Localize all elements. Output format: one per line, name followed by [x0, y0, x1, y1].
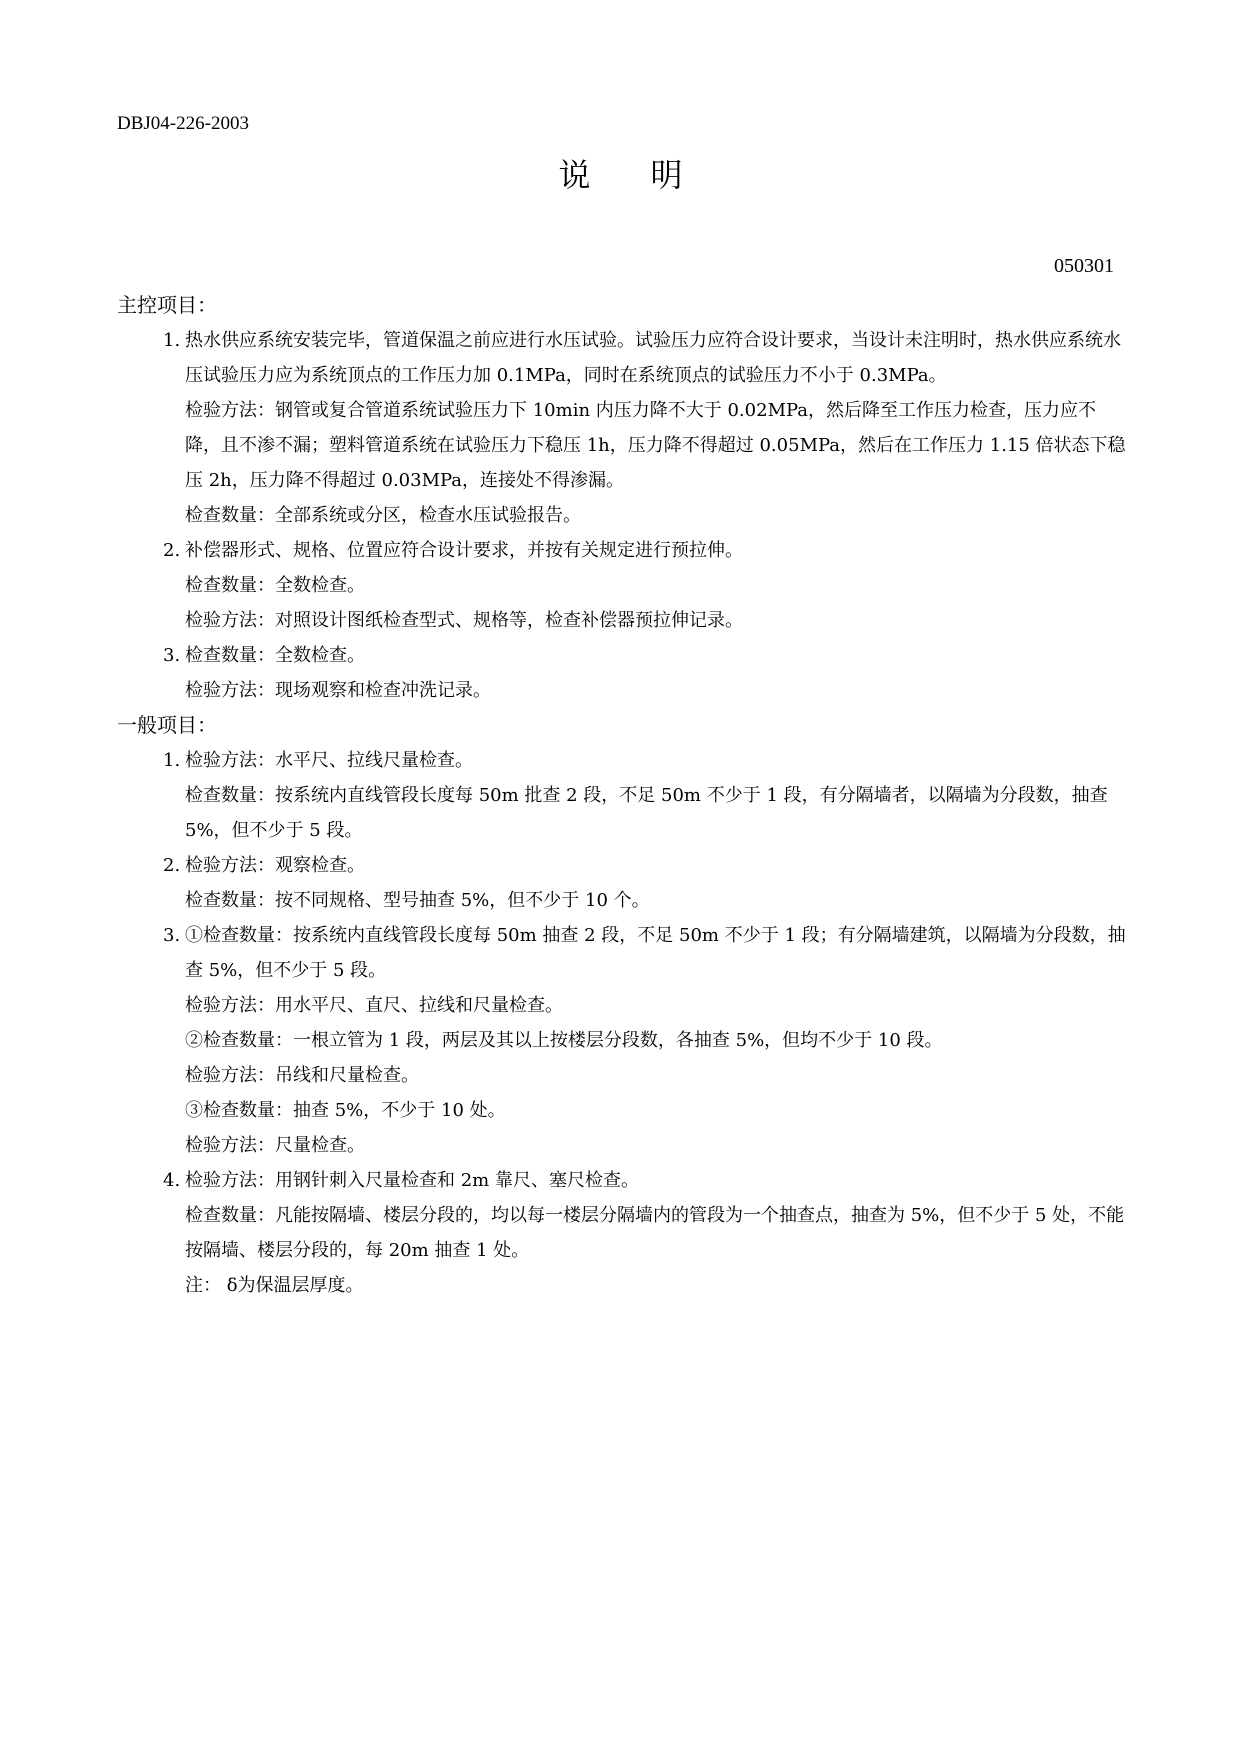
item-text: 检验方法：水平尺、拉线尺量检查。 [185, 750, 473, 771]
section-heading: 主控项目： [117, 293, 217, 317]
item-detail: 检查数量：按系统内直线管段长度每 50m 批查 2 段，不足 50m 不少于 1 段，有分隔墙者，以隔墙为分段数，抽查 5%，但不少于 5 段。 [185, 785, 1108, 841]
item-text: 检验方法：用钢针刺入尺量检查和 2m 靠尺、塞尺检查。 [185, 1170, 639, 1191]
note: 注： δ为保温层厚度。 [185, 1275, 364, 1296]
item-number: 3. [163, 925, 181, 946]
item-number: 2. [163, 855, 181, 876]
standard-code: DBJ04-226-2003 [117, 113, 249, 134]
document-body [117, 288, 1127, 1303]
list-item [117, 323, 1127, 533]
item-number: 1. [163, 330, 181, 351]
item-text: 检验方法：观察检查。 [185, 855, 365, 876]
item-number: 1. [163, 750, 181, 771]
form-number: 050301 [1054, 255, 1114, 277]
item-number: 4. [163, 1170, 181, 1191]
item-detail: 检验方法：尺量检查。 [185, 1135, 365, 1156]
list-item [117, 848, 1127, 918]
list-item [117, 638, 1127, 708]
item-detail: 检验方法：现场观察和检查冲洗记录。 [185, 680, 491, 701]
item-text: ①检查数量：按系统内直线管段长度每 50m 抽查 2 段，不足 50m 不少于 1 段；有分隔墙建筑，以隔墙为分段数，抽查 5%，但不少于 5 段。 [185, 925, 1126, 981]
item-detail: 检查数量：凡能按隔墙、楼层分段的，均以每一楼层分隔墙内的管段为一个抽查点，抽查为 5%，但不少于 5 处，不能按隔墙、楼层分段的，每 20m 抽查 1 处。 [185, 1205, 1125, 1261]
general-section [117, 708, 1127, 1303]
item-text: 热水供应系统安装完毕，管道保温之前应进行水压试验。试验压力应符合设计要求，当设计未注明时，热水供应系统水压试验压力应为系统顶点的工作压力加 0.1MPa，同时在系统顶点的试验压力不小于 0.3MPa。 [185, 330, 1121, 386]
title-char-2: 明 [650, 156, 683, 194]
item-detail: ③检查数量：抽查 5%，不少于 10 处。 [185, 1100, 506, 1121]
list-item [117, 533, 1127, 638]
list-item [117, 743, 1127, 848]
item-text: 检查数量：全数检查。 [185, 645, 365, 666]
item-detail: 检验方法：对照设计图纸检查型式、规格等，检查补偿器预拉伸记录。 [185, 610, 743, 631]
page-title [0, 155, 1241, 195]
item-number: 2. [163, 540, 181, 561]
list-item [117, 1163, 1127, 1303]
item-detail: 检验方法：用水平尺、直尺、拉线和尺量检查。 [185, 995, 563, 1016]
item-detail: ②检查数量：一根立管为 1 段，两层及其以上按楼层分段数，各抽查 5%，但均不少于 10 段。 [185, 1030, 943, 1051]
main-control-section [117, 288, 1127, 708]
title-char-1: 说 [558, 156, 591, 194]
item-detail: 检查数量：按不同规格、型号抽查 5%，但不少于 10 个。 [185, 890, 650, 911]
list-item [117, 918, 1127, 1163]
item-detail: 检查数量：全数检查。 [185, 575, 365, 596]
item-number: 3. [163, 645, 181, 666]
item-detail: 检验方法：吊线和尺量检查。 [185, 1065, 419, 1086]
item-detail: 检验方法：钢管或复合管道系统试验压力下 10min 内压力降不大于 0.02MPa，然后降至工作压力检查，压力应不降，且不渗不漏；塑料管道系统在试验压力下稳压 1h，压力降不得超过 0.05MPa，然后在工作压力 1.15 倍状态下稳压 2h，压力降不得超过 0.03MPa，连接处不得渗漏。 [185, 400, 1126, 491]
section-heading: 一般项目： [117, 713, 217, 737]
item-detail: 检查数量：全部系统或分区，检查水压试验报告。 [185, 505, 581, 526]
item-text: 补偿器形式、规格、位置应符合设计要求，并按有关规定进行预拉伸。 [185, 540, 743, 561]
